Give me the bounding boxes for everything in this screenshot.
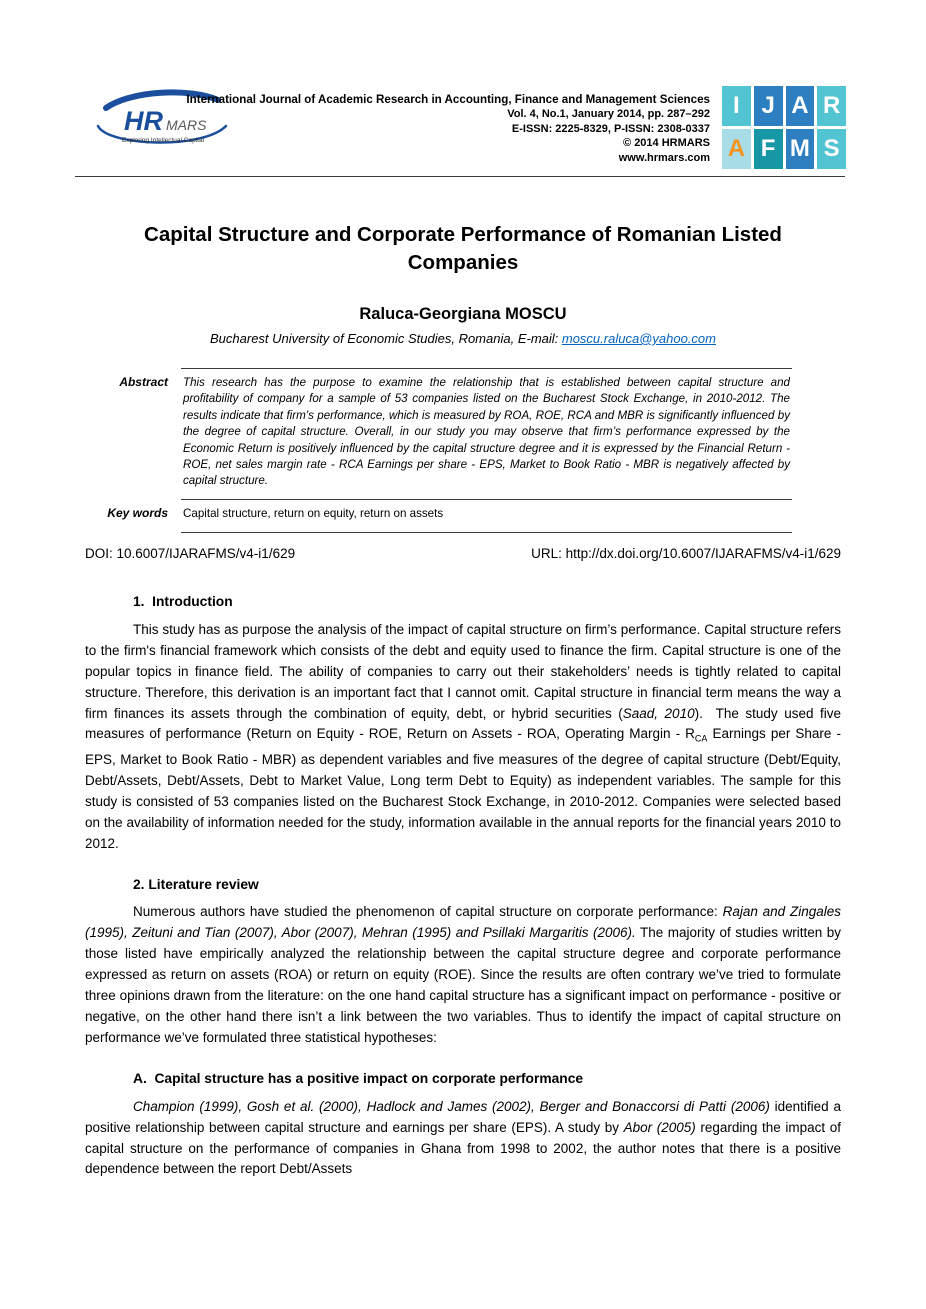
journal-info [186,92,710,165]
badge-cell-f: F [754,129,783,169]
journal-copyright: © 2014 HRMARS [623,137,710,150]
intro-citation-saad: Saad, 2010 [622,705,695,721]
litreview-heading: 2. Literature review [133,876,259,892]
journal-title: International Journal of Academic Research in Accounting, Finance and Management Sciences [186,93,710,106]
url-text: URL: http://dx.doi.org/10.6007/IJARAFMS/v4-i1/629 [531,546,841,561]
doi-text: DOI: 10.6007/IJARAFMS/v4-i1/629 [85,546,296,561]
badge-cell-j: J [754,86,783,126]
logo-tagline: Exploring Intellectual Capital [122,137,205,144]
hypothesis-a-citations: Champion (1999), Gosh et al. (2000), Hadlock and James (2002), Berger and Bonaccorsi di Patti (2006) [133,1098,770,1114]
badge-cell-m: M [786,129,815,169]
badge-cell-r: R [817,86,846,126]
intro-text-2: ). The study used five measures of performance (Return on Equity - ROE, Return on Assets - ROA, Operating Margin - R [85,705,842,742]
litreview-text-1: Numerous authors have studied the phenomenon of capital structure on corporate performance: [133,904,723,920]
journal-volume: Vol. 4, No.1, January 2014, pp. 287–292 [507,108,710,120]
intro-subscript-ca: CA [694,734,708,745]
intro-text-3: Earnings per Share - EPS, Market to Book Ratio - MBR) as dependent variables and five measures of the degree of capital structure (Debt/Equity, Debt/Assets, Debt/Assets, Debt to Market Value, Long term Debt to Equity) as independent variables. The sample for this study is consisted of 53 companies listed on the Bucharest Stock Exchange, in 2010-2012. Companies were selected based on the availability of information needed for the study, information available in the annual reports for the financial years 2010 to 2012. [85,726,841,851]
hypothesis-a-text-1: identified a positive relationship between capital structure and earnings per share (EPS). A study by [85,1098,841,1135]
litreview-citations: Rajan and Zingales (1995), Zeituni and Tian (2007), Abor (2007), Mehran (1995) and Psillaki Margaritis (2006). [85,904,842,941]
litreview-text-2: The majority of studies written by those listed have empirically analyzed the relationship between the capital structure degree and corporate performance expressed as return on assets (ROA) or return on equity (ROE). Since the results are often contrary we’ve tried to formulate three opinions drawn from the literature: on the one hand capital structure has a significant impact on performance - positive or negative, on the other hand there isn’t a link between the two variables. Thus to identify the impact of capital structure on performance we’ve formulated three statistical hypotheses: [85,925,841,1045]
badge-cell-a1: A [786,86,815,126]
keywords-label: Key words [107,505,168,520]
hypothesis-a-heading: A. Capital structure has a positive impact on corporate performance [133,1070,584,1086]
intro-text-1: This study has as purpose the analysis of the impact of capital structure on firm’s performance. Capital structure refers to the firm's financial framework which consists of the debt and equity used to finance the firm. Capital structure is one of the popular topics in finance field. The ability of companies to carry out their stakeholders’ needs is tightly related to capital structure. Therefore, this derivation is an important fact that I cannot omit. Capital structure in financial term means the way a firm finances its assets through the combination of equity, debt, or hybrid securities ( [85,621,841,721]
affiliation-text: Bucharest University of Economic Studies, Romania, E-mail: [210,331,562,346]
affiliation [0,331,926,346]
intro-heading: 1. Introduction [133,594,233,609]
badge-cell-i: I [722,86,751,126]
abstract-label: Abstract [119,375,168,389]
ijarafms-badge [722,86,846,169]
hypothesis-a-paragraph [85,1097,841,1181]
abstract-text: This research has the purpose to examine the relationship that is established between capital structure and profitability of company for a sample of 53 companies listed on the Bucharest Stock Exchange, in 2010-2012. The results indicate that firm’s performance, which is measured by ROA, ROE, RCA and MBR is significantly influenced by the degree of capital structure. Overall, in our study you may observe that firm’s performance expressed by the Economic Return is positively influenced by the capital structure degree and it is expressed by the Financial Return - ROE, net sales margin rate - RCA Earnings per share - EPS, Market to Book Ratio - MBR is negatively affected by capital structure. [181,368,792,499]
abstract-block [104,368,792,533]
intro-paragraph [85,620,841,855]
badge-cell-a2: A [722,129,751,169]
journal-issn: E-ISSN: 2225-8329, P-ISSN: 2308-0337 [511,122,710,135]
page-title: Capital Structure and Corporate Performance of Romanian Listed Companies [144,223,782,274]
hypothesis-a-text-2: regarding the impact of capital structure on the performance of companies in Ghana from 1998 to 2002, the author notes that there is a positive dependence between the report Debt/Assets [85,1119,841,1177]
doi-row [85,546,841,561]
litreview-paragraph [85,902,841,1048]
badge-cell-s: S [817,129,846,169]
hypothesis-a-citation-abor: Abor (2005) [623,1119,696,1135]
keywords-text: Capital structure, return on equity, return on assets [181,499,792,533]
header-divider [75,176,845,177]
article-body [85,592,841,1194]
email-link[interactable]: moscu.raluca@yahoo.com [561,331,716,346]
author-name: Raluca-Georgiana MOSCU [359,305,567,323]
logo-mars-text: MARS [166,117,207,133]
journal-website: www.hrmars.com [618,151,710,164]
logo-hr-text: HR [124,106,163,136]
